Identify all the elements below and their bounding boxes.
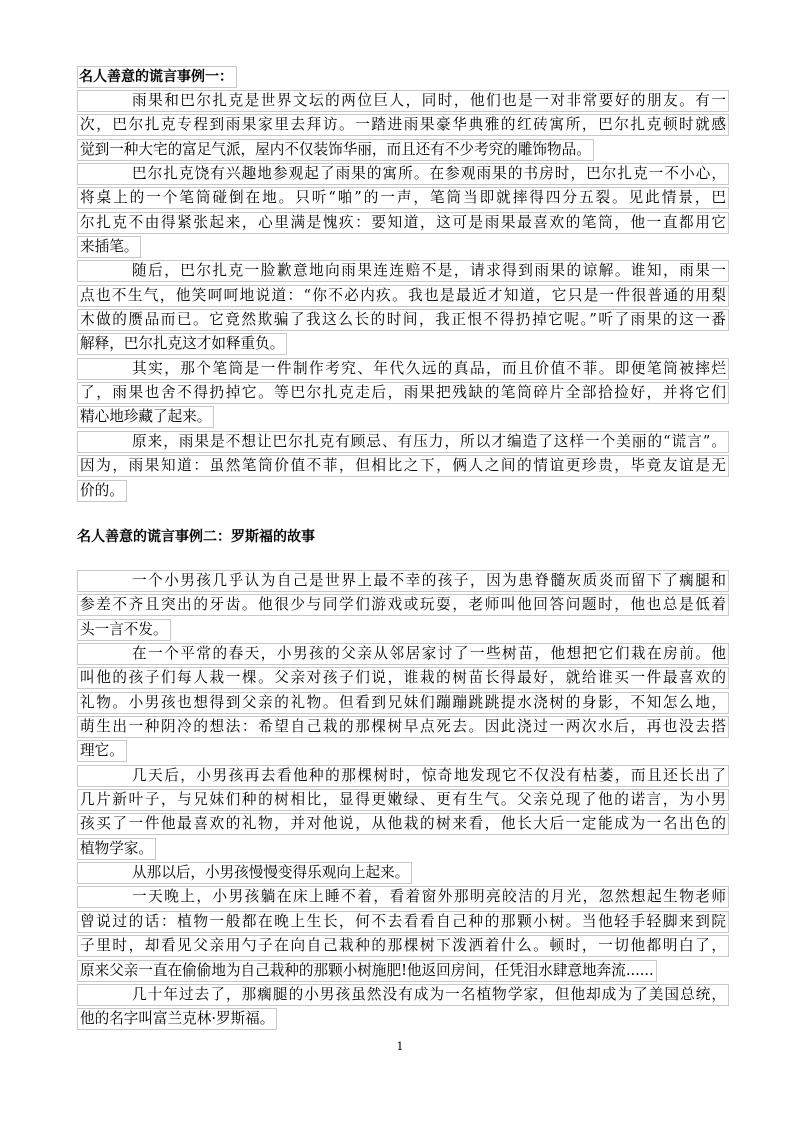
text-line-content: 因为，雨果知道：虽然笔筒价值不菲，但相比之下，俩人之间的情谊更珍贵，毕竟友谊是无 — [77, 455, 729, 477]
text-line-content: 将桌上的一个笔筒碰倒在地。只听“啪”的一声，笔筒当即就摔得四分五裂。见此情景，巴 — [77, 187, 729, 209]
text-line — [77, 139, 729, 161]
text-line — [77, 789, 729, 811]
text-line — [77, 838, 729, 860]
paragraph — [77, 984, 729, 1030]
text-line — [77, 187, 729, 209]
text-line-content: 在一个平常的春天，小男孩的父亲从邻居家讨了一些树苗，他想把它们栽在房前。他 — [77, 643, 729, 665]
text-line-content: 精心地珍藏了起来。 — [77, 406, 214, 428]
text-line — [77, 716, 729, 738]
text-line — [77, 570, 729, 592]
text-line-content: 价的。 — [77, 480, 127, 502]
text-line — [77, 382, 729, 404]
text-line — [77, 765, 729, 787]
text-line-content: 次，巴尔扎克专程到雨果家里去拜访。一踏进雨果豪华典雅的红砖寓所，巴尔扎克顿时就感 — [77, 114, 729, 136]
text-line — [77, 960, 729, 982]
text-line — [77, 667, 729, 689]
text-line-content: 从那以后，小男孩慢慢变得乐观向上起来。 — [77, 862, 412, 884]
text-line-content: 原来父亲一直在偷偷地为自己栽种的那颗小树施肥!他返回房间，任凭泪水肆意地奔流...... — [77, 960, 657, 982]
text-line-content: 随后，巴尔扎克一脸歉意地向雨果连连赔不是，请求得到雨果的谅解。谁知，雨果一 — [77, 260, 729, 282]
text-line-content: 几十年过去了，那瘸腿的小男孩虽然没有成为一名植物学家，但他却成为了美国总统， — [77, 984, 729, 1006]
text-line — [77, 285, 729, 307]
section-1-body — [77, 90, 729, 504]
text-line-content: 萌生出一种阴冷的想法：希望自己栽的那棵树早点死去。因此浇过一两次水后，再也没去搭 — [77, 716, 729, 738]
text-line — [77, 406, 729, 428]
text-line-content: 其实，那个笔筒是一件制作考究、年代久远的真品，而且价值不菲。即便笔筒被摔烂 — [77, 358, 729, 380]
text-line — [77, 862, 729, 884]
text-line-content: 一天晚上，小男孩躺在床上睡不着，看着窗外那明亮皎洁的月光，忽然想起生物老师 — [77, 886, 729, 908]
text-line — [77, 480, 729, 502]
text-line — [77, 163, 729, 185]
section-1-heading: 名人善意的谎言事例一： — [77, 66, 237, 88]
text-line — [77, 212, 729, 234]
text-line — [77, 358, 729, 380]
text-line — [77, 309, 729, 331]
text-line-content: 头一言不发。 — [77, 619, 171, 641]
text-line-content: 一个小男孩几乎认为自己是世界上最不幸的孩子，因为患脊髓灰质炎而留下了瘸腿和 — [77, 570, 729, 592]
section-2-heading: 名人善意的谎言事例二：罗斯福的故事 — [77, 529, 315, 545]
text-line-content: 雨果和巴尔扎克是世界文坛的两位巨人，同时，他们也是一对非常要好的朋友。有一 — [77, 90, 729, 112]
text-line — [77, 236, 729, 258]
text-line-content: 子里时，却看见父亲用勺子在向自己栽种的那棵树下泼洒着什么。顿时，一切他都明白了， — [77, 935, 729, 957]
paragraph — [77, 643, 729, 762]
paragraph — [77, 163, 729, 258]
text-line — [77, 333, 729, 355]
text-line — [77, 935, 729, 957]
paragraph — [77, 358, 729, 429]
paragraph — [77, 260, 729, 355]
text-line — [77, 740, 729, 762]
text-line-content: 了，雨果也舍不得扔掉它。等巴尔扎克走后，雨果把残缺的笔筒碎片全部拾捡好，并将它们 — [77, 382, 729, 404]
text-line-content: 几天后，小男孩再去看他种的那棵树时，惊奇地发现它不仅没有枯萎，而且还长出了 — [77, 765, 729, 787]
text-line — [77, 455, 729, 477]
text-line — [77, 813, 729, 835]
text-line-content: 参差不齐且突出的牙齿。他很少与同学们游戏或玩耍，老师叫他回答问题时，他也总是低着 — [77, 594, 729, 616]
page-number: 1 — [396, 1040, 404, 1053]
paragraph — [77, 886, 729, 981]
text-line-content: 来插笔。 — [77, 236, 141, 258]
text-line — [77, 911, 729, 933]
text-line-content: 礼物。小男孩也想得到父亲的礼物。但看到兄妹们蹦蹦跳跳提水浇树的身影，不知怎么地， — [77, 692, 729, 714]
paragraph — [77, 570, 729, 641]
text-line-content: 孩买了一件他最喜欢的礼物，并对他说，从他栽的树来看，他长大后一定能成为一名出色的 — [77, 813, 729, 835]
text-line-content: 他的名字叫富兰克林·罗斯福。 — [77, 1008, 277, 1030]
text-line — [77, 984, 729, 1006]
text-line-content: 原来，雨果是不想让巴尔扎克有顾忌、有压力，所以才编造了这样一个美丽的“谎言”。 — [77, 431, 729, 453]
text-line — [77, 114, 729, 136]
paragraph — [77, 431, 729, 502]
text-line — [77, 619, 729, 641]
text-line-content: 几片新叶子，与兄妹们种的树相比，显得更嫩绿、更有生气。父亲兑现了他的诺言，为小男 — [77, 789, 729, 811]
text-line — [77, 1008, 729, 1030]
text-line-content: 解释，巴尔扎克这才如释重负。 — [77, 333, 287, 355]
section-2-body — [77, 570, 729, 1033]
text-line-content: 木做的赝品而已。它竟然欺骗了我这么长的时间，我正恨不得扔掉它呢。”听了雨果的这一番 — [77, 309, 729, 331]
paragraph — [77, 862, 729, 884]
text-line — [77, 886, 729, 908]
text-line-content: 植物学家。 — [77, 838, 156, 860]
paragraph — [77, 765, 729, 860]
text-line-content: 觉到一种大宅的富足气派，屋内不仅装饰华丽，而且还有不少考究的雕饰物品。 — [77, 139, 594, 161]
text-line — [77, 594, 729, 616]
text-line — [77, 643, 729, 665]
text-line-content: 曾说过的话：植物一般都在晚上生长，何不去看看自己种的那颗小树。当他轻手轻脚来到院 — [77, 911, 729, 933]
text-line — [77, 431, 729, 453]
text-line-content: 尔扎克不由得紧张起来，心里满是愧疚：要知道，这可是雨果最喜欢的笔筒，他一直都用它 — [77, 212, 729, 234]
text-line — [77, 90, 729, 112]
text-line — [77, 692, 729, 714]
text-line-content: 巴尔扎克饶有兴趣地参观起了雨果的寓所。在参观雨果的书房时，巴尔扎克一不小心， — [77, 163, 729, 185]
text-line-content: 理它。 — [77, 740, 127, 762]
text-line — [77, 260, 729, 282]
text-line-content: 点也不生气，他笑呵呵地说道：“你不必内疚。我也是最近才知道，它只是一件很普通的用梨 — [77, 285, 729, 307]
paragraph — [77, 90, 729, 161]
text-line-content: 叫他的孩子们每人栽一棵。父亲对孩子们说，谁栽的树苗长得最好，就给谁买一件最喜欢的 — [77, 667, 729, 689]
